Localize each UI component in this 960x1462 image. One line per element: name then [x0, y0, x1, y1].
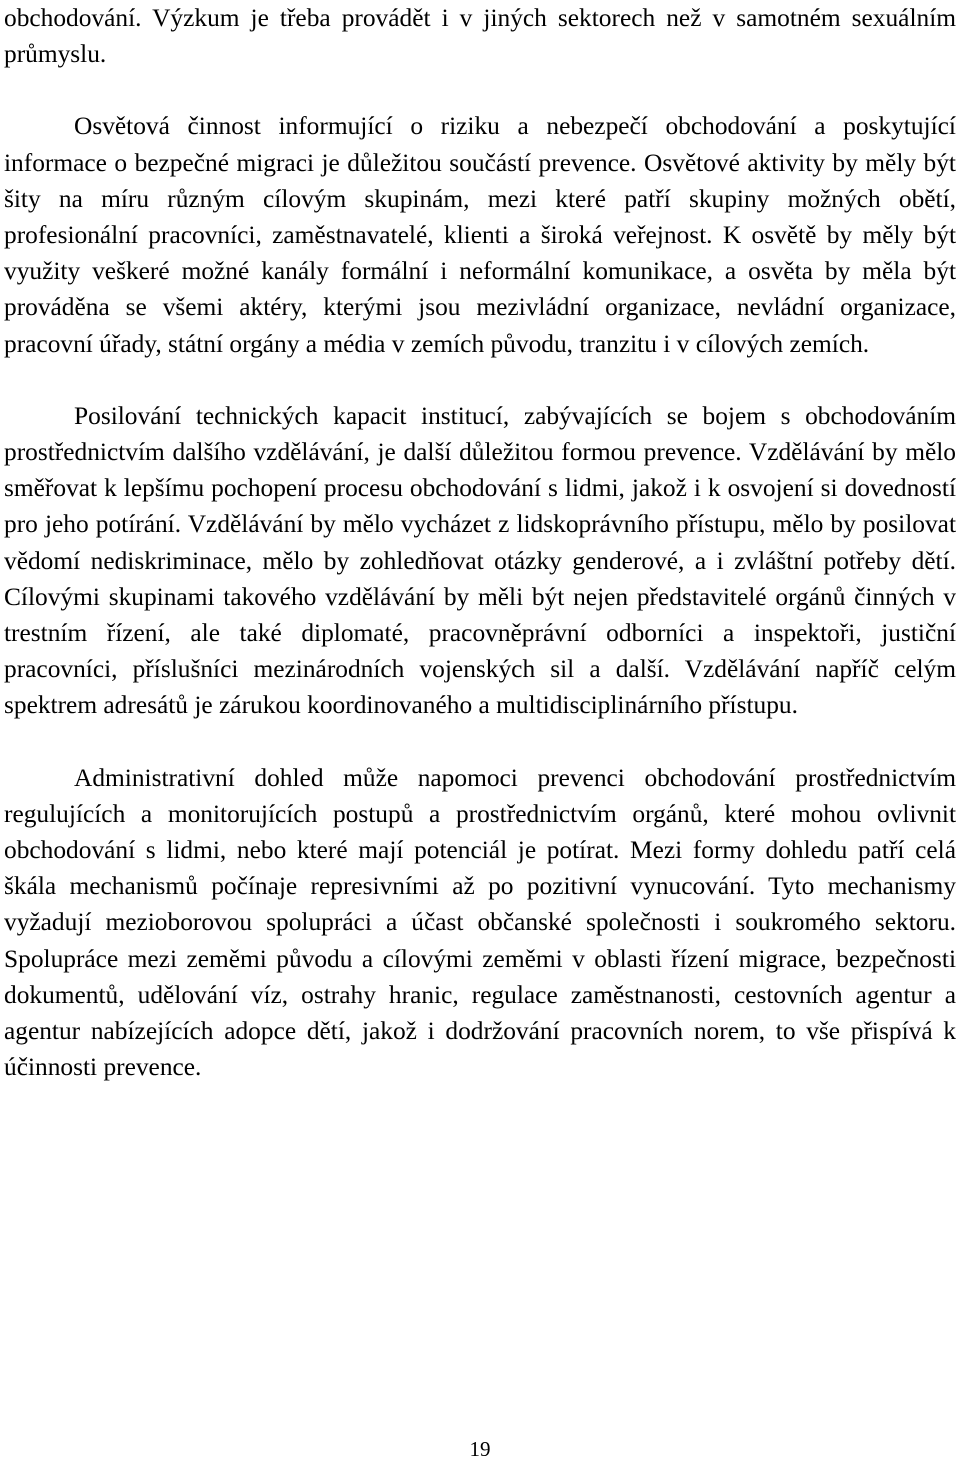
paragraph-training: Posilování technických kapacit institucí, zabývajících se bojem s obchodováním prostřednictvím dalšího vzdělávání, je další důležitou formou prevence. Vzdělávání by mělo směřovat k lepšímu pochopení procesu obchodování s lidmi, jakož i k osvojení si dovedností pro jeho potírání. Vzdělávání by mělo vycházet z lidskoprávního přístupu, mělo by posilovat vědomí nediskriminace, mělo by zohledňovat otázky genderové, a i zvláštní potřeby dětí. Cílovými skupinami takového vzdělávání by měli být nejen představitelé orgánů činných v trestním řízení, ale také diplomaté, pracovněprávní odborníci a inspektoři, justiční pracovníci, příslušníci mezinárodních vojenských sil a další. Vzdělávání napříč celým spektrem adresátů je zárukou koordinovaného a multidisciplinárního přístupu.: [4, 401, 956, 720]
paragraph-continued: obchodování. Výzkum je třeba provádět i v jiných sektorech než v samotném sexuálním průmyslu.: [4, 4, 956, 69]
body-text: [4, 0, 956, 1085]
page-number: 19: [469, 1437, 491, 1461]
paragraph-gap: [4, 72, 956, 108]
paragraph-awareness: Osvětová činnost informující o riziku a nebezpečí obchodování a poskytující informace o bezpečné migraci je důležitou součástí prevence. Osvětové aktivity by měly být šity na míru různým cílovým skupinám, mezi které patří skupiny možných obětí, profesionální pracovníci, zaměstnavatelé, klienti a široká veřejnost. K osvětě by měly být využity veškeré možné kanály formální i neformální komunikace, a osvěta by měla být prováděna se všemi aktéry, kterými jsou mezivládní organizace, nevládní organizace, pracovní úřady, státní orgány a média v zemích původu, tranzitu i v cílových zemích.: [4, 112, 956, 358]
paragraph-gap: [4, 724, 956, 760]
paragraph-gap: [4, 362, 956, 398]
paragraph-administrative-oversight: Administrativní dohled může napomoci prevenci obchodování prostřednictvím regulujících a monitorujících postupů a prostřednictvím orgánů, které mohou ovlivnit obchodování s lidmi, nebo které mají potenciál je potírat. Mezi formy dohledu patří celá škála mechanismů počínaje represivními až po pozitivní vynucování. Tyto mechanismy vyžadují mezioborovou spolupráci a účast občanské společnosti i soukromého sektoru. Spolupráce mezi zeměmi původu a cílovými zeměmi v oblasti řízení migrace, bezpečnosti dokumentů, udělování víz, ostrahy hranic, regulace zaměstnanosti, cestovních agentur a agentur nabízejících adopce dětí, jakož i dodržování pracovních norem, to vše přispívá k účinnosti prevence.: [4, 763, 956, 1082]
